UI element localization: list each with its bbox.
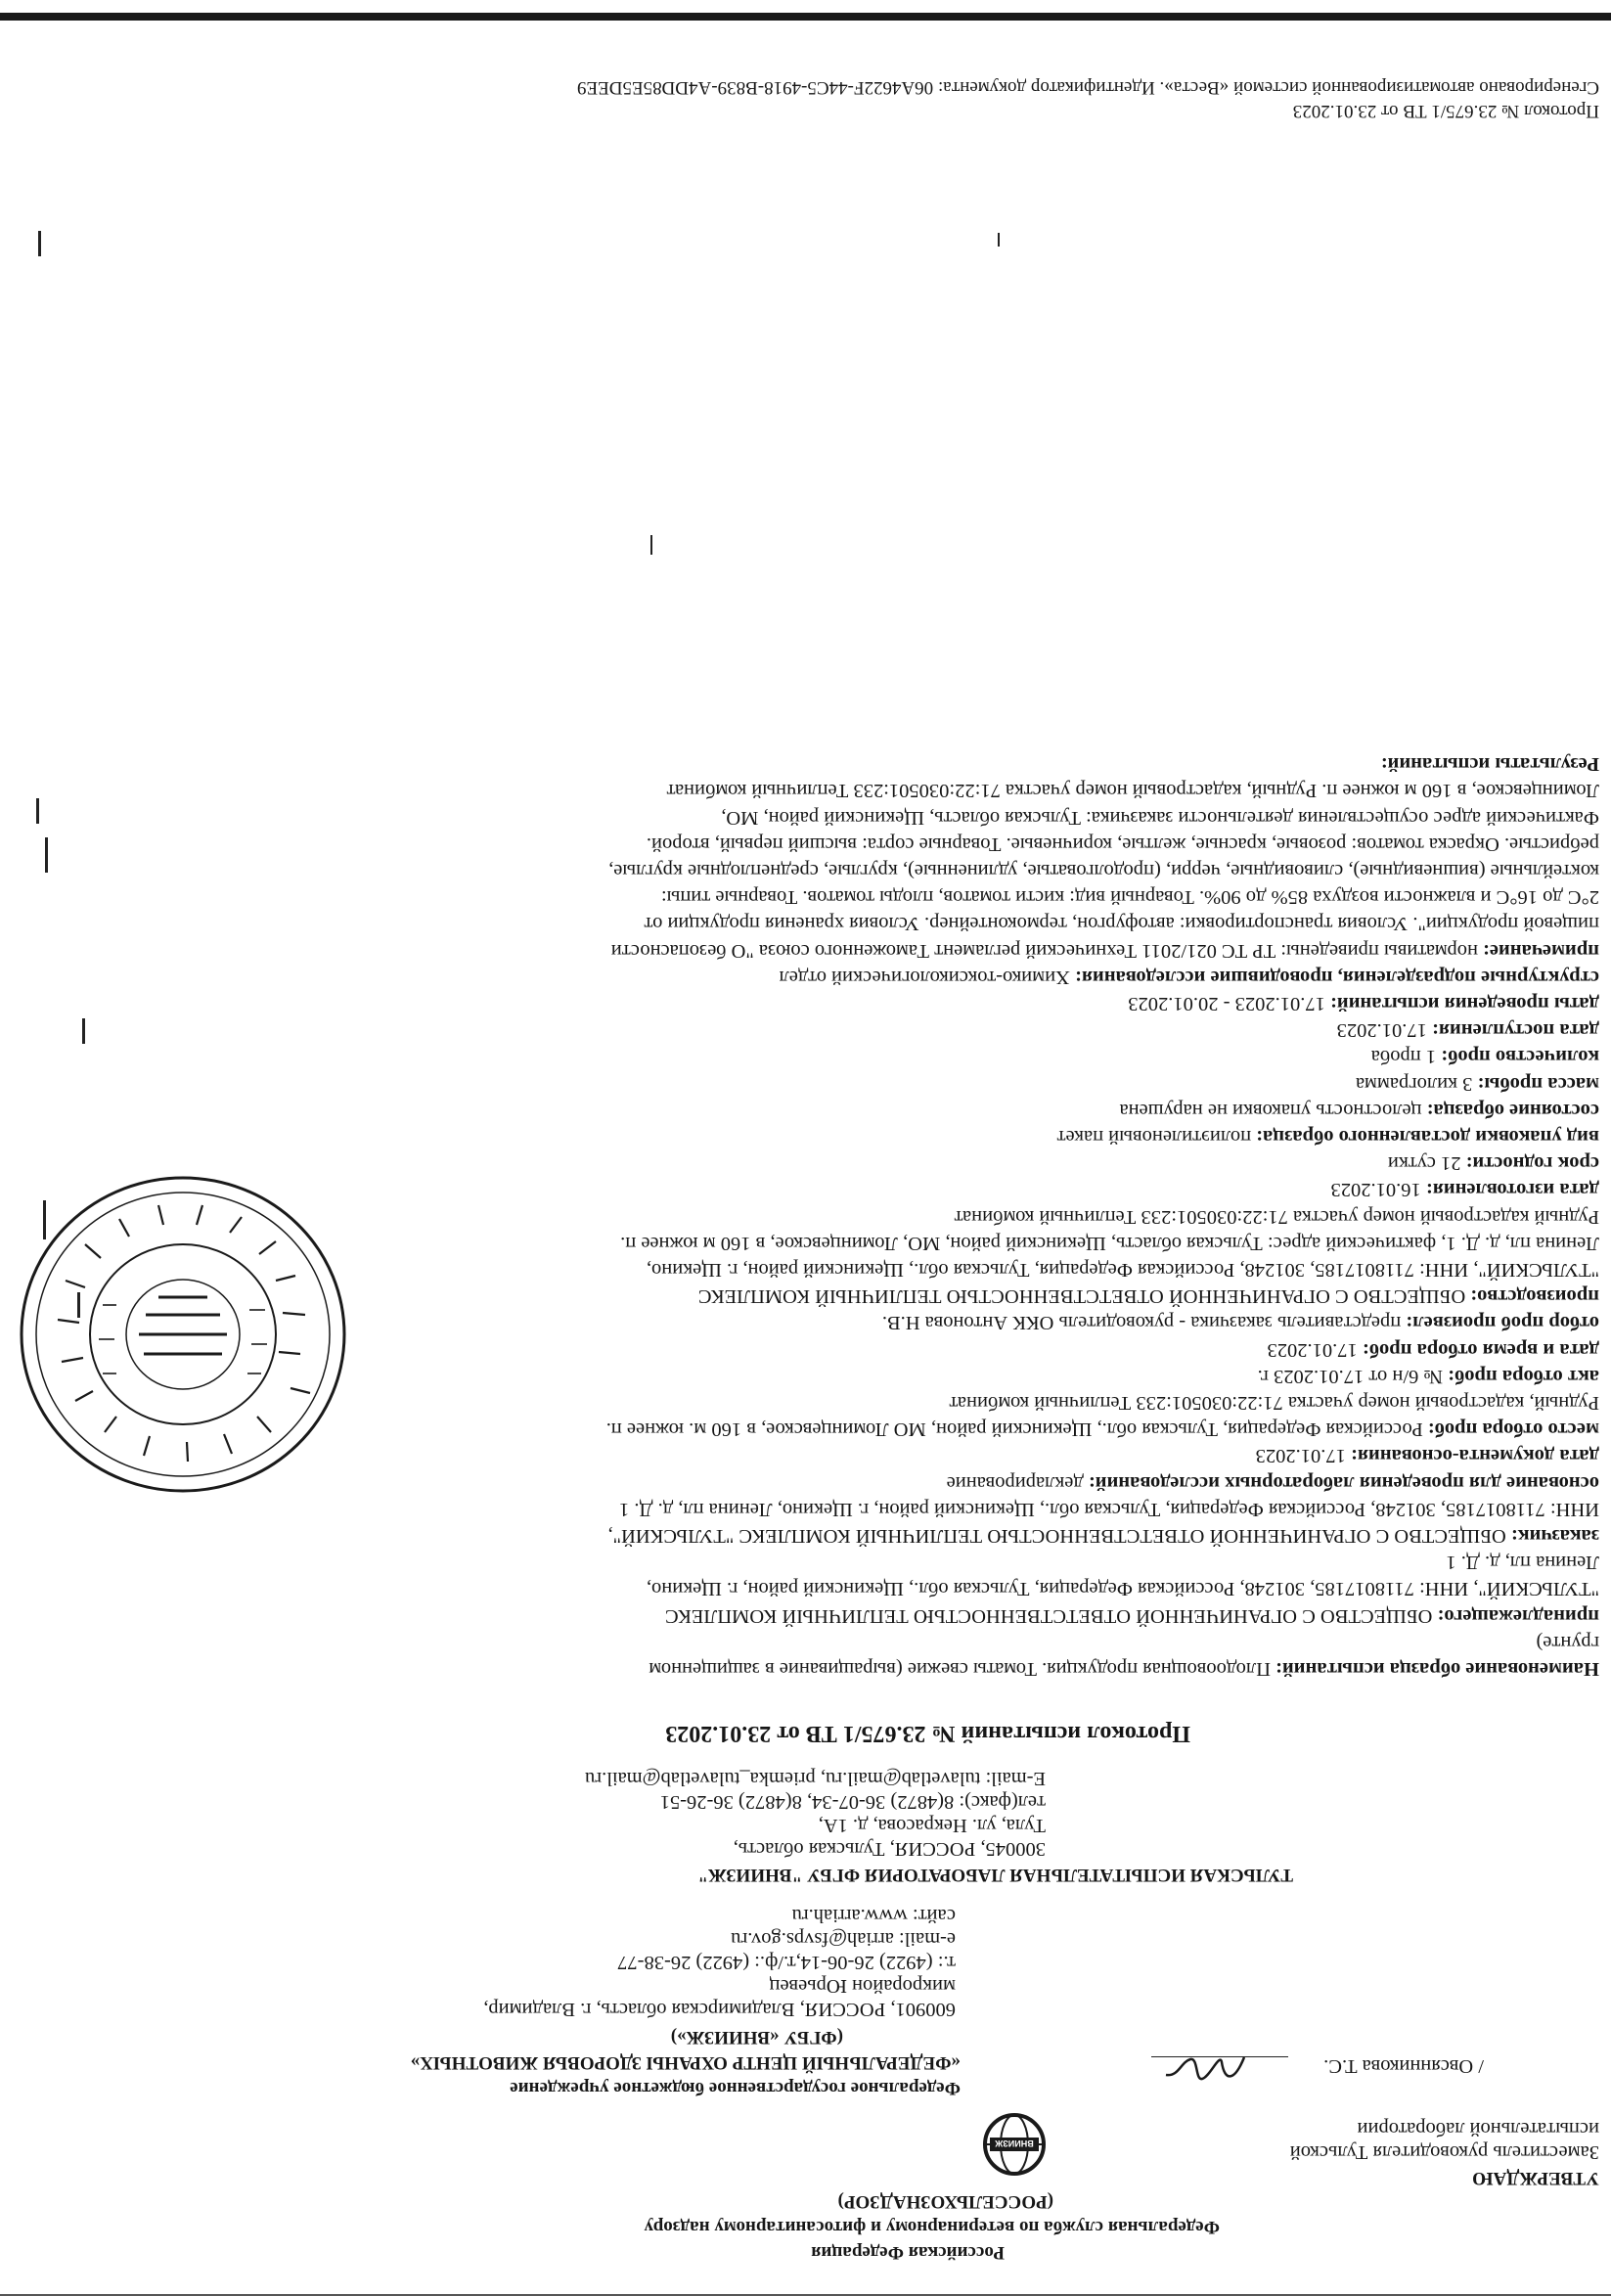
org-address-line-4: e-mail: arriah@fsvps.gov.ru xyxy=(731,1928,956,1950)
lab-line-4: E-mail: tulavetlab@mail.ru, priemka_tulavetlab@mail.ru xyxy=(585,1768,1046,1789)
field-label: масса пробы: xyxy=(1477,1072,1599,1095)
field-label: Наименование образца испытаний: xyxy=(1275,1658,1599,1680)
org-address-line-5: сайт: www.arriah.ru xyxy=(791,1905,956,1926)
field-value: 17.01.2023 - 20.01.2023 xyxy=(1128,993,1330,1014)
field-label: основание для проведения лабораторных исследований: xyxy=(1088,1471,1599,1494)
approval-position-line-1: Заместитель руководителя Тульской xyxy=(1289,2141,1599,2163)
header-service: Федеральная служба по ветеринарному и фитосанитарному надзору xyxy=(644,2217,1220,2237)
field-value: № 6/н от 17.01.2023 г. xyxy=(1257,1365,1449,1387)
field-value: Ломинцевское, в 160 м южнее п. Рудный, кадастровый номер участка 71:22:030501:233 Тепличный комбинат xyxy=(666,780,1599,802)
field-value: грунте) xyxy=(1536,1631,1599,1653)
body-line xyxy=(644,911,1599,936)
body-line xyxy=(1356,1071,1599,1097)
field-label: акт отбора проб: xyxy=(1448,1365,1599,1387)
lab-line-3: тел(факс): 8(4872) 36-07-34, 8(4872) 36-26-51 xyxy=(659,1791,1046,1813)
margin-mark xyxy=(77,1292,80,1318)
field-label: дата документа-основания: xyxy=(1351,1445,1599,1467)
lab-line-2: Тула, ул. Некрасова, д. 1А, xyxy=(818,1815,1046,1836)
field-value: Плодоовощная продукция. Томаты свежие (выращивание в защищенном xyxy=(649,1658,1276,1680)
body-line xyxy=(1128,991,1599,1016)
field-value: ОБЩЕСТВО С ОГРАНИЧЕННОЙ ОТВЕТСТВЕННОСТЬЮ ТЕПЛИЧНЫЙ КОМПЛЕКС xyxy=(697,1285,1471,1308)
margin-mark xyxy=(36,798,39,824)
field-value: 16.01.2023 xyxy=(1330,1179,1426,1201)
field-label: количество проб: xyxy=(1441,1046,1599,1068)
org-address-line-3: т.: (4922) 26-06-14,т./ф.: (4922) 26-38-77 xyxy=(617,1952,956,1973)
field-label: вид упаковки доставленного образца: xyxy=(1256,1126,1599,1148)
field-value: Химико-токсикологический отдел xyxy=(779,966,1076,988)
body-line xyxy=(647,1576,1599,1601)
org-name: «ФЕДЕРАЛЬНЫЙ ЦЕНТР ОХРАНЫ ЗДОРОВЬЯ ЖИВОТНЫХ» xyxy=(410,2052,961,2073)
field-value: коктейльные (вишневидные), сливовидные, черри, (продолговатые, удлиненные), круглые, среднеплодные круглые, xyxy=(608,860,1599,881)
footer-protocol-ref: Протокол № 23.675/1 ТВ от 23.01.2023 xyxy=(1292,101,1599,121)
field-value: 21 сутки xyxy=(1387,1152,1466,1175)
org-type: Федеральное государственное бюджетное учреждение xyxy=(510,2078,961,2098)
field-value: Ленина пл, д. Д. 1 xyxy=(1446,1552,1599,1574)
org-abbr: (ФГБУ «ВНИИЗЖ») xyxy=(670,2027,843,2048)
body-line xyxy=(1537,1630,1600,1655)
body-line xyxy=(608,1523,1599,1549)
margin-mark xyxy=(38,231,41,256)
body-line xyxy=(608,858,1599,883)
body-line xyxy=(955,1204,1599,1230)
body-line xyxy=(780,965,1599,990)
field-value: пищевой продукции". Условия транспортировки: автофургон, термоконтейнер. Условия хранения продукции от xyxy=(644,913,1599,935)
field-value: ИНН: 7118017185, 301248, Российская Федерация, Тульская обл., Щекинский район, г. Щекино, Ленина пл, д. Д. 1 xyxy=(618,1498,1599,1520)
round-seal-stamp xyxy=(12,1165,354,1503)
header-country: Российская Федерация xyxy=(811,2242,1005,2263)
body-line xyxy=(665,1603,1599,1629)
field-value: ОБЩЕСТВО С ОГРАНИЧЕННОЙ ОТВЕТСТВЕННОСТЬЮ ТЕПЛИЧНЫЙ КОМПЛЕКС "ТУЛЬСКИЙ", xyxy=(607,1525,1511,1547)
field-value: 17.01.2023 xyxy=(1255,1445,1352,1467)
vniizzh-logo-icon xyxy=(980,2110,1049,2179)
footer-signature-note: Сгенерировано автоматизированной системой «Веста». Идентификатор документа: 06A4622F-44C5-4918-B839-A4DD85E5DEE9 xyxy=(577,77,1599,98)
field-value: полиэтиленовый пакет xyxy=(1056,1126,1257,1148)
logo-text: ВНИИЗЖ xyxy=(995,2138,1034,2148)
org-address-line-2: микрорайон Юрьевец xyxy=(769,1975,956,1997)
margin-mark xyxy=(998,233,1000,247)
field-label: примечание: xyxy=(1483,939,1599,962)
field-label: Результаты испытаний: xyxy=(1380,753,1599,776)
org-address-line-1: 600901, РОССИЯ, Владимирская область, г. Владимир, xyxy=(483,1999,956,2020)
body-line xyxy=(1258,1364,1599,1389)
margin-mark xyxy=(82,1018,85,1044)
field-label: дата и время отбора проб: xyxy=(1362,1338,1599,1361)
body-line xyxy=(1446,1550,1599,1575)
approval-signer: / Овсянникова Т.С. xyxy=(1323,2055,1484,2077)
field-value: декларирование xyxy=(946,1471,1089,1494)
body-line xyxy=(647,1257,1599,1283)
lab-line-1: 300045, РОССИЯ, Тульская область, xyxy=(733,1838,1046,1860)
field-value: представитель заказчика - руководитель ОКК Антонова Н.В. xyxy=(881,1312,1407,1334)
field-label: отбор проб произвел: xyxy=(1406,1312,1599,1334)
body-line xyxy=(1331,1177,1599,1202)
field-value: ОБЩЕСТВО С ОГРАНИЧЕННОЙ ОТВЕТСТВЕННОСТЬЮ ТЕПЛИЧНЫЙ КОМПЛЕКС xyxy=(664,1604,1438,1627)
field-value: нормативы приведены: ТР ТС 021/2011 Технический регламент Таможенного союза "О безопасности xyxy=(610,939,1484,962)
body-line xyxy=(649,1656,1599,1682)
field-value: 1 проба xyxy=(1370,1046,1442,1068)
field-value: 2°С до 16°С и влажности воздуха 85% до 90%. Товарный вид: кисти томатов, плоды томатов. Товарные типы: xyxy=(660,886,1599,909)
body-line xyxy=(1256,1443,1599,1468)
body-line xyxy=(1119,1098,1599,1123)
field-value: Рудный кадастровый номер участка 71:22:030501:233 Тепличный комбинат xyxy=(954,1205,1599,1228)
body-line xyxy=(606,1417,1599,1442)
field-value: Российская Федерация, Тульская обл., Щекинский район, МО Ломинцевское, в 160 м. южнее п. xyxy=(605,1418,1428,1441)
body-line xyxy=(721,805,1599,831)
approval-position-line-2: испытательной лаборатории xyxy=(1357,2118,1599,2139)
header-service-abbr: (РОССЕЛЬХОЗНАДЗОР) xyxy=(837,2191,1053,2212)
field-label: даты проведения испытаний: xyxy=(1329,993,1599,1014)
field-value: 3 килограмма xyxy=(1355,1072,1478,1095)
approval-title: УТВЕРЖДАЮ xyxy=(1472,2168,1599,2188)
field-label: дата изготовления: xyxy=(1425,1179,1599,1201)
body-line xyxy=(1268,1337,1599,1363)
handwritten-signature xyxy=(1161,2048,1249,2087)
field-label: структурные подразделения, проводившие исследования: xyxy=(1075,966,1599,988)
margin-mark xyxy=(650,535,652,555)
body-line xyxy=(667,778,1599,803)
field-label: срок годности: xyxy=(1465,1152,1599,1175)
field-value: "ТУЛЬСКИЙ", ИНН: 7118017185, 301248, Российская Федерация, Тульская обл., Щекинский район, г. Щекино, xyxy=(646,1259,1599,1281)
margin-mark xyxy=(45,837,48,873)
body-line xyxy=(949,1390,1599,1416)
field-value: 17.01.2023 xyxy=(1336,1019,1433,1042)
margin-mark xyxy=(43,1200,46,1239)
field-label: принадлежащего: xyxy=(1437,1604,1599,1627)
field-value: Рудный, кадастровый номер участка 71:22:030501:233 Тепличный комбинат xyxy=(949,1392,1599,1414)
lab-name: ТУЛЬСКАЯ ИСПЫТАТЕЛЬНАЯ ЛАБОРАТОРИЯ ФГБУ "ВНИИЗЖ" xyxy=(697,1865,1293,1885)
field-label: дата поступления: xyxy=(1432,1019,1599,1042)
body-line xyxy=(1057,1124,1600,1149)
body-line xyxy=(1388,1150,1599,1176)
body-line xyxy=(882,1310,1599,1335)
body-line xyxy=(947,1470,1599,1496)
field-label: состояние образца: xyxy=(1426,1099,1599,1121)
body-line xyxy=(661,884,1599,910)
field-value: 17.01.2023 xyxy=(1267,1338,1363,1361)
body-line xyxy=(1371,1044,1599,1069)
field-label: производство: xyxy=(1470,1285,1599,1308)
body-line xyxy=(698,1283,1599,1309)
field-value: ребристые. Окраска томатов: розовые, красные, желтые, коричневые. Товарные сорта: высший первый, второй. xyxy=(646,833,1599,855)
field-value: целостность упаковки не нарушена xyxy=(1119,1099,1427,1121)
field-value: "ТУЛЬСКИЙ", ИНН: 7118017185, 301248, Российская Федерация, Тульская обл., Щекинский район, г. Щекино, xyxy=(646,1578,1599,1600)
field-value: Фактический адрес осуществления деятельности заказчика: Тульская область, Щекинский район, МО, xyxy=(721,806,1599,829)
field-label: заказчик: xyxy=(1510,1525,1599,1547)
body-line xyxy=(611,938,1599,964)
scan-bottom-border xyxy=(0,13,1611,21)
field-label: место отбора проб: xyxy=(1427,1418,1599,1441)
body-line xyxy=(620,1231,1599,1256)
field-value: Ленина пл, д. Д. 1, фактический адрес: Тульская область, Щекинский район, МО, Ломинцевское, в 160 м южнее п. xyxy=(620,1232,1599,1254)
body-line xyxy=(1381,751,1599,777)
protocol-title: Протокол испытаний № 23.675/1 ТВ от 23.01.2023 xyxy=(665,1721,1190,1746)
body-line xyxy=(647,832,1599,857)
body-line xyxy=(619,1497,1599,1522)
body-line xyxy=(1337,1017,1599,1043)
